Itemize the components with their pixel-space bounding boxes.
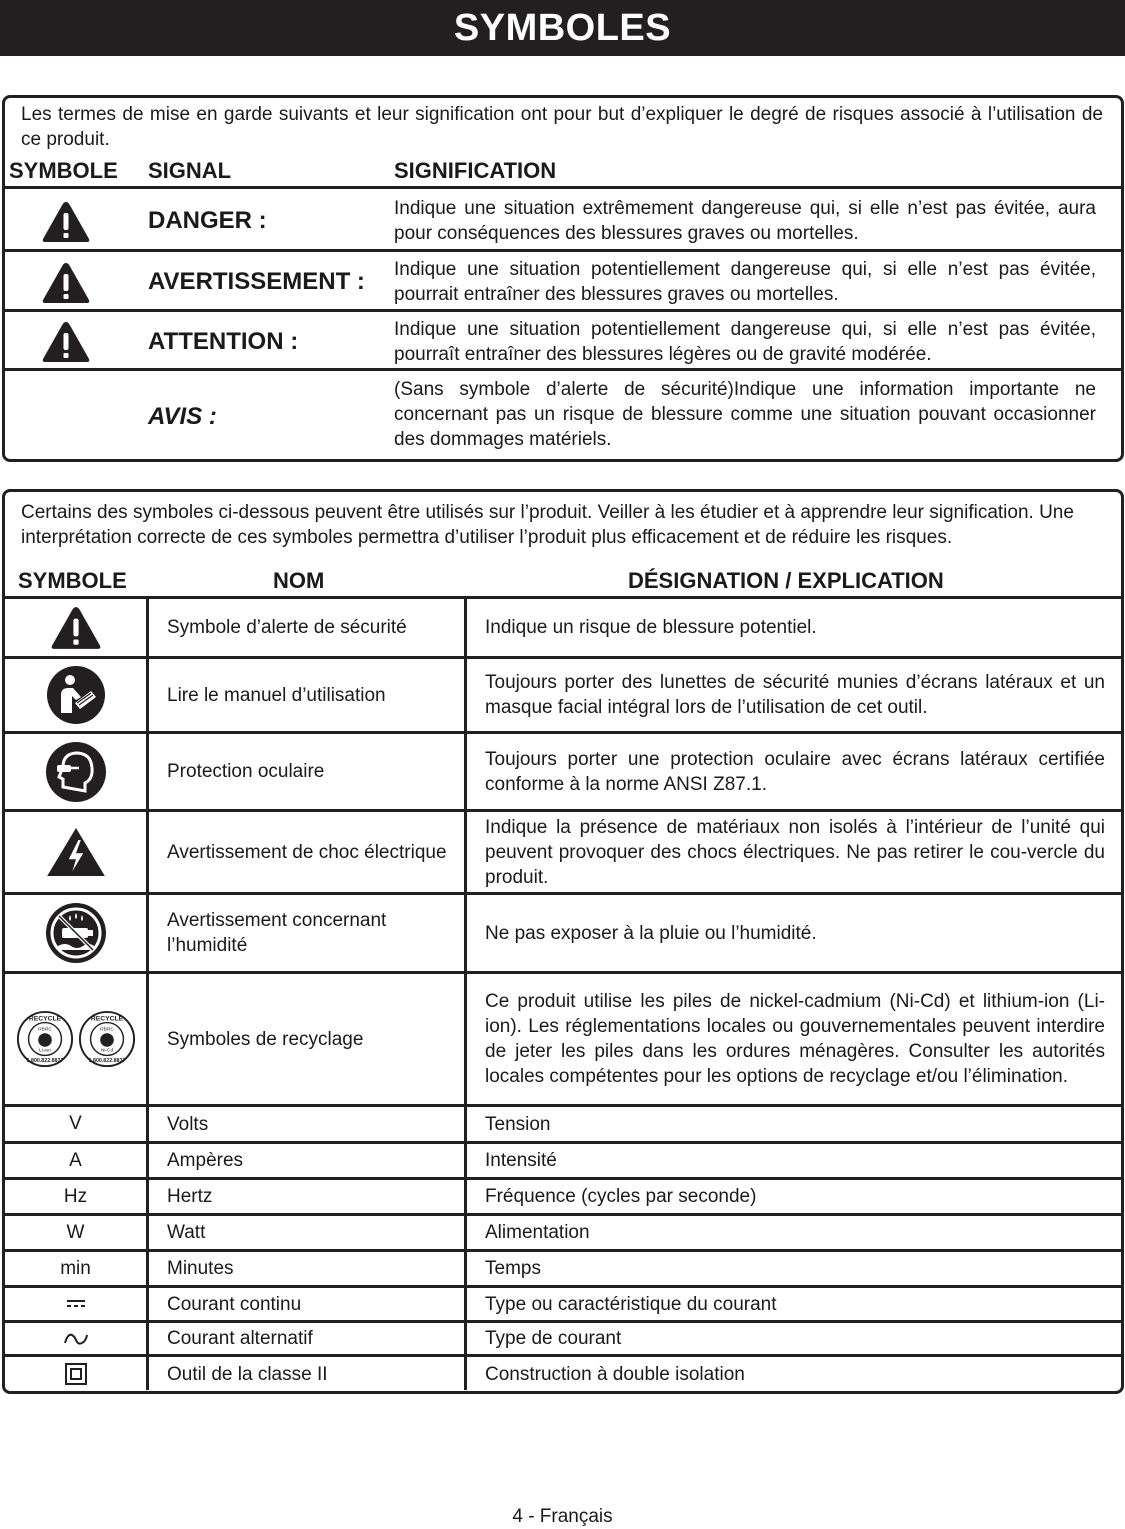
signal-meaning: Indique une situation extrêmement dangereuse qui, si elle n’est pas évitée, aura pour conséquences des blessures graves ou mortelles. — [394, 198, 1096, 244]
table-row — [5, 659, 1121, 731]
svg-text:RBRC: RBRC — [99, 1027, 114, 1033]
svg-text:RECYCLE: RECYCLE — [28, 1015, 61, 1023]
signal-words-panel — [2, 95, 1124, 462]
table-row — [5, 1323, 1121, 1354]
symbol-name: Hertz — [167, 1186, 213, 1207]
symbol-name: Protection oculaire — [167, 761, 325, 782]
symbols-intro: Certains des symboles ci-dessous peuvent être utilisés sur l’produit. Veiller à les étudier et à apprendre leur signification. Une interprétation correcte de ces symboles permettra d’utiliser l’produit plus efficacement et de réduire les risques. — [21, 502, 1074, 548]
divider — [5, 368, 1121, 371]
table-row — [5, 1252, 1121, 1285]
warning-triangle-icon — [41, 320, 91, 364]
warning-triangle-icon — [41, 200, 91, 244]
wet-conditions-icon — [45, 902, 107, 964]
table-row — [5, 1216, 1121, 1249]
header-signal: SIGNAL — [148, 158, 232, 183]
table-row — [5, 812, 1121, 892]
symbol-explanation: Toujours porter une protection oculaire avec écrans latéraux certifiée conforme à la norme ANSI Z87.1. — [485, 748, 1105, 795]
signal-meaning: (Sans symbole d’alerte de sécurité)Indique une information importante ne concernant pas un risque de blessure comme une situation pouvant occasionner des dommages matériels. — [394, 379, 1096, 450]
recycle-seal-icon — [78, 1010, 136, 1068]
table-row — [5, 1357, 1121, 1391]
table-row — [5, 974, 1121, 1104]
symbol-explanation: Indique la présence de matériaux non isolés à l’intérieur de l’unité qui peuvent provoquer des chocs électriques. Ne pas retirer le cou-vercle du produit. — [485, 816, 1105, 888]
symbol-name: Outil de la classe II — [167, 1363, 328, 1385]
divider — [5, 249, 1121, 252]
class-ii-icon — [65, 1363, 87, 1385]
symbol-name: Symboles de recyclage — [167, 1028, 364, 1050]
eye-protection-icon — [45, 741, 107, 803]
page-footer: 4 - Français — [512, 1506, 613, 1527]
table-row — [5, 1107, 1121, 1141]
table-row — [5, 1144, 1121, 1177]
symbol-name: Courant alternatif — [167, 1328, 313, 1349]
header-name: NOM — [273, 568, 325, 593]
page-title: SYMBOLES — [0, 0, 1125, 56]
table-row — [5, 1180, 1121, 1213]
symbol-text: V — [69, 1113, 82, 1134]
header-symbol: SYMBOLE — [18, 568, 127, 593]
symbol-explanation: Tension — [485, 1113, 551, 1135]
symbol-name: Watt — [167, 1222, 206, 1243]
svg-text:Ni-Cd: Ni-Cd — [100, 1048, 113, 1054]
signal-meaning: Indique une situation potentiellement dangereuse qui, si elle n’est pas évitée, pourrait entraîner des blessures graves ou mortelles. — [394, 259, 1096, 305]
svg-text:1.800.822.8837: 1.800.822.8837 — [88, 1058, 125, 1065]
symbol-name: Volts — [167, 1113, 209, 1135]
read-manual-icon — [46, 665, 106, 725]
symbol-explanation: Toujours porter des lunettes de sécurité munies d’écrans latéraux et un masque facial intégral lors de l’utilisation de cet outil. — [485, 672, 1105, 718]
header-symbol: SYMBOLE — [9, 158, 118, 183]
symbol-name: Courant continu — [167, 1293, 302, 1315]
symbol-explanation: Type de courant — [485, 1328, 622, 1349]
symbol-text: Hz — [63, 1185, 88, 1207]
direct-current-icon — [66, 1299, 86, 1309]
signal-danger: DANGER : — [148, 207, 267, 234]
symbol-explanation: Construction à double isolation — [485, 1363, 745, 1385]
symbol-explanation: Alimentation — [485, 1222, 590, 1243]
electric-shock-icon — [46, 825, 106, 879]
symbol-name: Ampères — [167, 1150, 244, 1171]
svg-text:Li-ion: Li-ion — [38, 1048, 51, 1054]
svg-text:RECYCLE: RECYCLE — [90, 1015, 123, 1023]
symbol-name: Lire le manuel d’utilisation — [167, 684, 386, 706]
symbol-text: A — [69, 1149, 82, 1171]
signal-intro: Les termes de mise en garde suivants et leur signification ont pour but d’expliquer le degré de risques associé à l’utilisation de ce produit. — [21, 104, 1103, 150]
symbol-explanation: Indique un risque de blessure potentiel. — [485, 617, 817, 638]
divider — [5, 186, 1121, 189]
table-row — [5, 599, 1121, 656]
signal-caution: ATTENTION : — [148, 328, 299, 355]
symbol-name: Avertissement concernant l’humidité — [167, 910, 387, 956]
table-row — [5, 1288, 1121, 1320]
symbols-panel — [2, 489, 1124, 1394]
symbol-explanation: Temps — [485, 1258, 541, 1279]
symbol-explanation: Intensité — [485, 1150, 557, 1171]
symbol-name: Symbole d’alerte de sécurité — [167, 617, 407, 638]
svg-text:RBRC: RBRC — [37, 1027, 52, 1033]
signal-warning: AVERTISSEMENT : — [148, 268, 365, 295]
signal-notice: AVIS : — [148, 403, 217, 430]
symbol-text: min — [60, 1257, 91, 1279]
recycle-seal-icon — [16, 1010, 74, 1068]
symbol-explanation: Type ou caractéristique du courant — [485, 1293, 777, 1315]
signal-meaning: Indique une situation potentiellement dangereuse qui, si elle n’est pas évitée, pourraît entraîner des blessures légères ou de gravité modérée. — [394, 319, 1096, 365]
alternating-current-icon — [63, 1331, 89, 1347]
symbol-name: Minutes — [167, 1258, 234, 1279]
symbol-explanation: Ne pas exposer à la pluie ou l’humidité. — [485, 922, 817, 944]
symbol-text: W — [66, 1221, 85, 1243]
table-row — [5, 734, 1121, 809]
warning-triangle-icon — [41, 261, 91, 305]
divider — [5, 309, 1121, 312]
header-meaning: SIGNIFICATION — [394, 158, 557, 183]
symbol-explanation: Fréquence (cycles par seconde) — [485, 1186, 757, 1207]
table-row — [5, 895, 1121, 971]
header-explanation: DÉSIGNATION / EXPLICATION — [628, 568, 944, 593]
safety-alert-icon — [46, 605, 106, 651]
symbol-explanation: Ce produit utilise les piles de nickel-cadmium (Ni-Cd) et lithium-ion (Li-ion). Les réglementations locales ou gouvernementales peuvent interdire de jeter les piles dans les ordures ménagères. Consulter les autorités locales compétentes pour les options de recyclage et/ou l’élimination. — [485, 991, 1105, 1087]
svg-text:1.800.822.8837: 1.800.822.8837 — [26, 1058, 63, 1065]
symbol-name: Avertissement de choc électrique — [167, 841, 447, 863]
